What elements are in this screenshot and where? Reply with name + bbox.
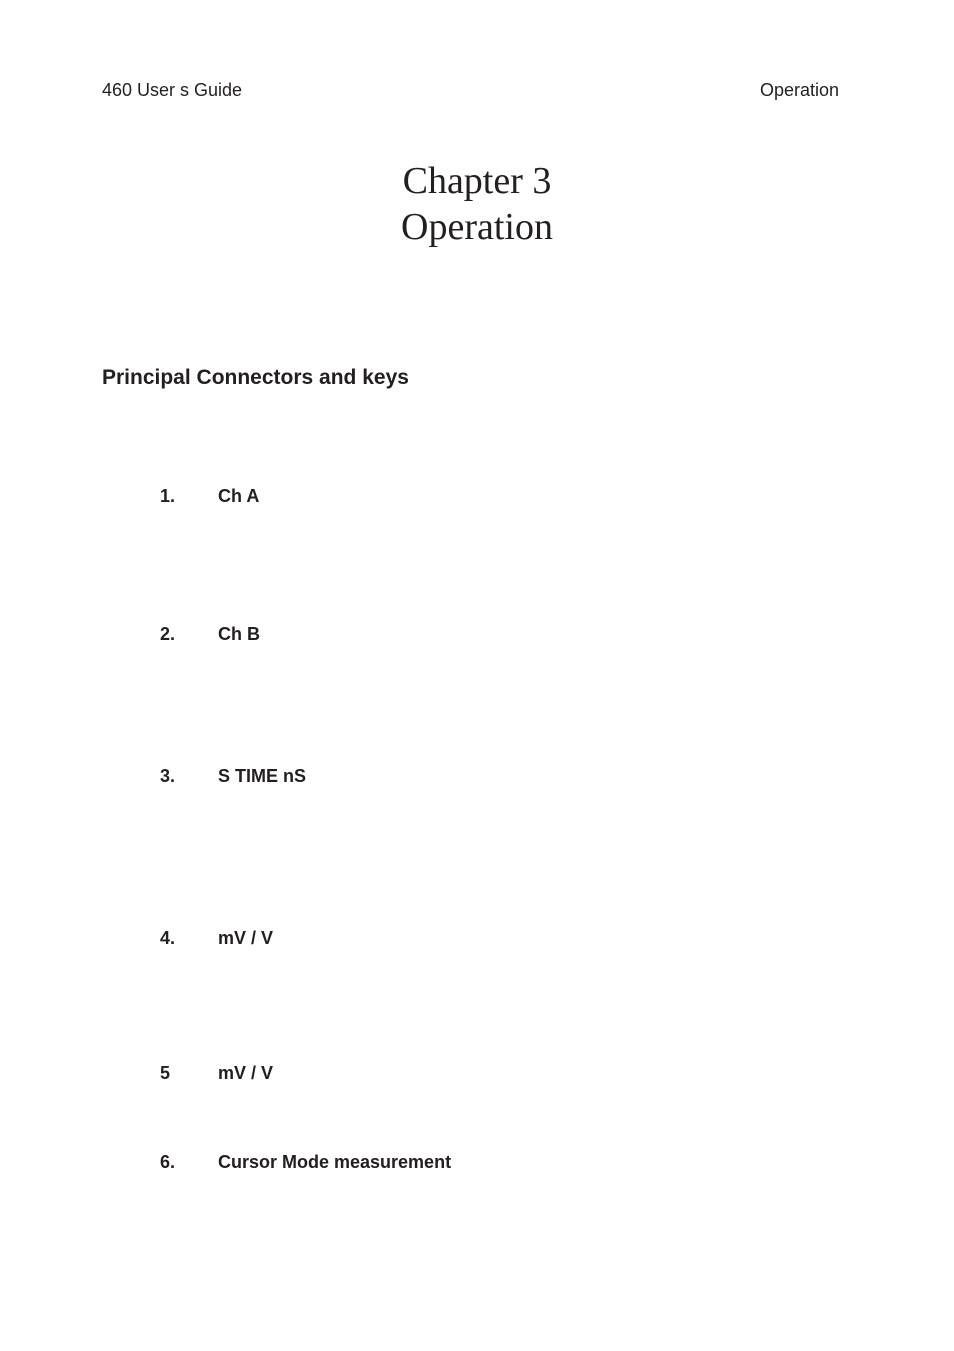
list-item-label: Ch A [218,486,260,506]
chapter-heading [0,158,954,250]
list-item-label: S TIME nS [218,766,307,786]
running-header-left: 460 User s Guide [102,80,243,100]
section-title: Principal Connectors and keys [102,366,409,389]
chapter-title: Operation [401,206,553,248]
list-item-label: Cursor Mode measurement [218,1152,452,1172]
list-item [160,927,273,949]
list-item [160,1151,451,1173]
list-item [160,623,260,645]
list-item-label: Ch B [218,624,260,644]
list-item [160,485,259,507]
list-item [160,1062,273,1084]
list-item-number: 1. [160,486,176,506]
running-header-right: Operation [759,80,839,100]
list-item-number: 3. [160,766,176,786]
chapter-number: Chapter 3 [402,160,552,202]
list-item-number: 4. [160,928,176,948]
list-item-number: 6. [160,1152,176,1172]
list-item-label: mV / V [218,928,274,948]
list-item-number: 5 [160,1063,171,1083]
list-item-label: mV / V [218,1063,274,1083]
list-item [160,765,306,787]
list-item-number: 2. [160,624,176,644]
